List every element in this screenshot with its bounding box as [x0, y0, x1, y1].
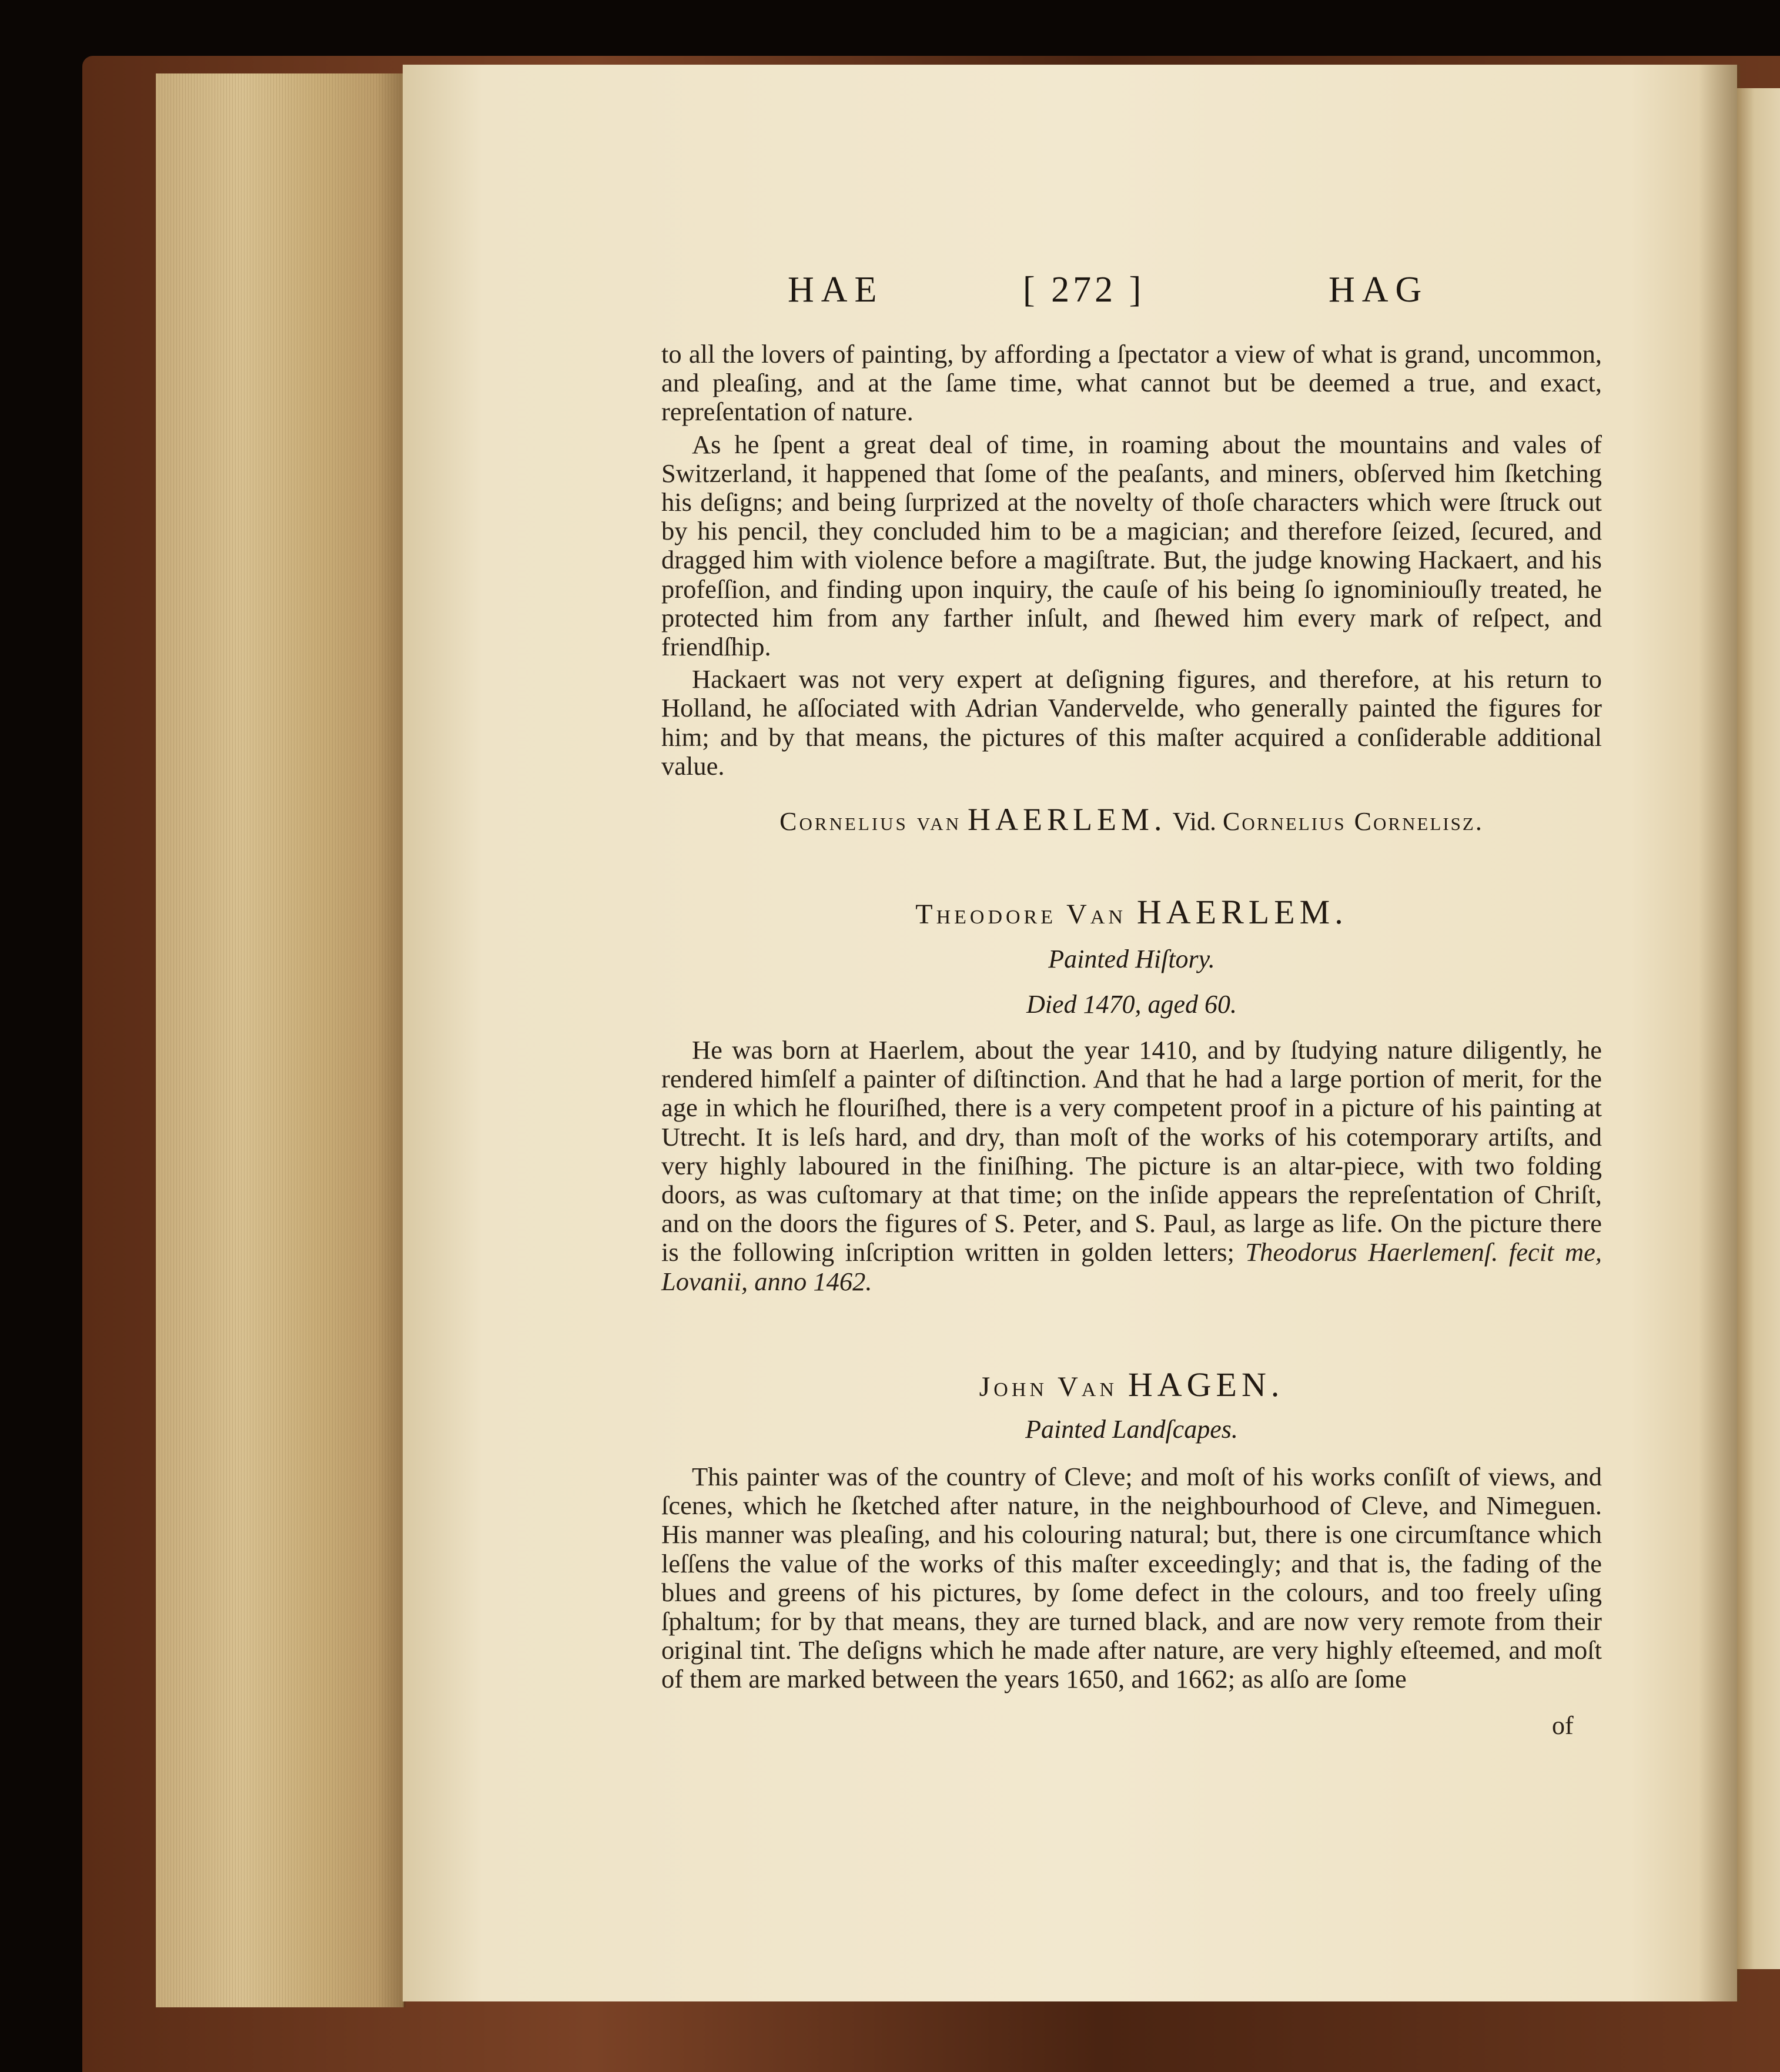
paragraph: to all the lovers of painting, by affording a ſpectator a view of what is grand, uncommon, and pleaſing, and at the ſame time, what cannot but be deemed a true, and exact, repreſentation of nature.: [661, 339, 1602, 427]
running-header: [658, 269, 1493, 316]
opening-paragraphs: [661, 340, 1602, 781]
entry-heading-hagen: [661, 1365, 1602, 1404]
facing-page-edge: [1737, 88, 1780, 1969]
page-number: [ 272 ]: [1023, 270, 1145, 310]
entry-body-haerlem: [661, 1036, 1602, 1296]
catchword: of: [1552, 1711, 1574, 1740]
page-edges-shadow: [376, 73, 406, 2007]
xref-vid: Vid.: [1172, 807, 1217, 836]
cross-reference: [661, 801, 1602, 838]
paragraph: As he ſpent a great deal of time, in roaming about the mountains and vales of Switzerland, it happened that ſome of the peaſants, and miners, obſerved him ſketching his deſigns; and being ſurprized at the novelty of thoſe characters which were ſtruck out by his pencil, they concluded him to be a magician; and therefore ſeized, ſecured, and dragged him with violence before a magiſtrate. But, the judge knowing Hackaert, and his profeſſion, and finding upon inquiry, the cauſe of his being ſo ignominiouſly treated, he protected him from any farther inſult, and ſhewed him every mark of reſpect, and friendſhip.: [661, 429, 1602, 662]
header-left: HAE: [788, 270, 884, 310]
paragraph: Hackaert was not very expert at deſigning figures, and therefore, at his return to Holland, he aſſociated with Adrian Vandervelde, who generally painted the figures for him; and by that means, the pictures of this maſter acquired a conſiderable additional value.: [661, 664, 1602, 781]
entry-heading-haerlem: [661, 892, 1602, 932]
heading-big: HAERLEM.: [1136, 893, 1348, 931]
page-gutter-shadow: [1699, 65, 1740, 2001]
body-text: He was born at Haerlem, about the year 1410, and by ſtudying nature diligently, he rendered himſelf a painter of diſtinction. And that he had a large portion of merit, for the age in which he flouriſhed, there is a very competent proof in a picture of his painting at Utrecht. It is leſs hard, and dry, than moſt of the works of his cotemporary artiſts, and very highly laboured in the finiſhing. The picture is an altar-piece, with two folding doors, as was cuſtomary at that time; on the inſide appears the repreſentation of Chriſt, and on the doors the figures of S. Peter, and S. Paul, as large as life. On the picture there is the following inſcription written in golden letters;: [661, 1035, 1602, 1267]
entry-subtitle: Painted Landſcapes.: [1025, 1415, 1238, 1444]
paragraph: [661, 1036, 1602, 1296]
entry-body-hagen: [661, 1462, 1602, 1694]
paragraph: This painter was of the country of Cleve; and moſt of his works conſiſt of views, and ſcenes, which he ſketched after nature, in the neighbourhood of Cleve, and Nimeguen. His manner was pleaſing, and his colouring natural; but, there is one circumſtance which leſſens the value of the works of this maſter exceedingly; and that is, the fading of the blues and greens of his pictures, by ſome defect in the colours, and too freely uſing ſphaltum; for by that means, they are turned black, and are now very remote from their original tint. The deſigns which he made after nature, are very highly eſteemed, and moſt of them are marked between the years 1650, and 1662; as alſo are ſome: [661, 1462, 1602, 1694]
xref-name: HAERLEM.: [967, 802, 1167, 837]
heading-small: John Van: [979, 1371, 1117, 1402]
entry-died: Died 1470, aged 60.: [1026, 990, 1237, 1019]
header-right: HAG: [1329, 270, 1429, 310]
inscription: Theodorus Haerlemenſ. fecit me, Lovanii, anno 1462.: [661, 1237, 1602, 1296]
page-edges: [156, 73, 404, 2007]
xref-target: Cornelius Cornelisz.: [1223, 807, 1484, 836]
entry-subtitle: Painted Hiſtory.: [1048, 945, 1215, 973]
heading-small: Theodore Van: [915, 899, 1126, 930]
xref-prefix: Cornelius van: [779, 807, 961, 836]
heading-big: HAGEN.: [1127, 1365, 1284, 1404]
